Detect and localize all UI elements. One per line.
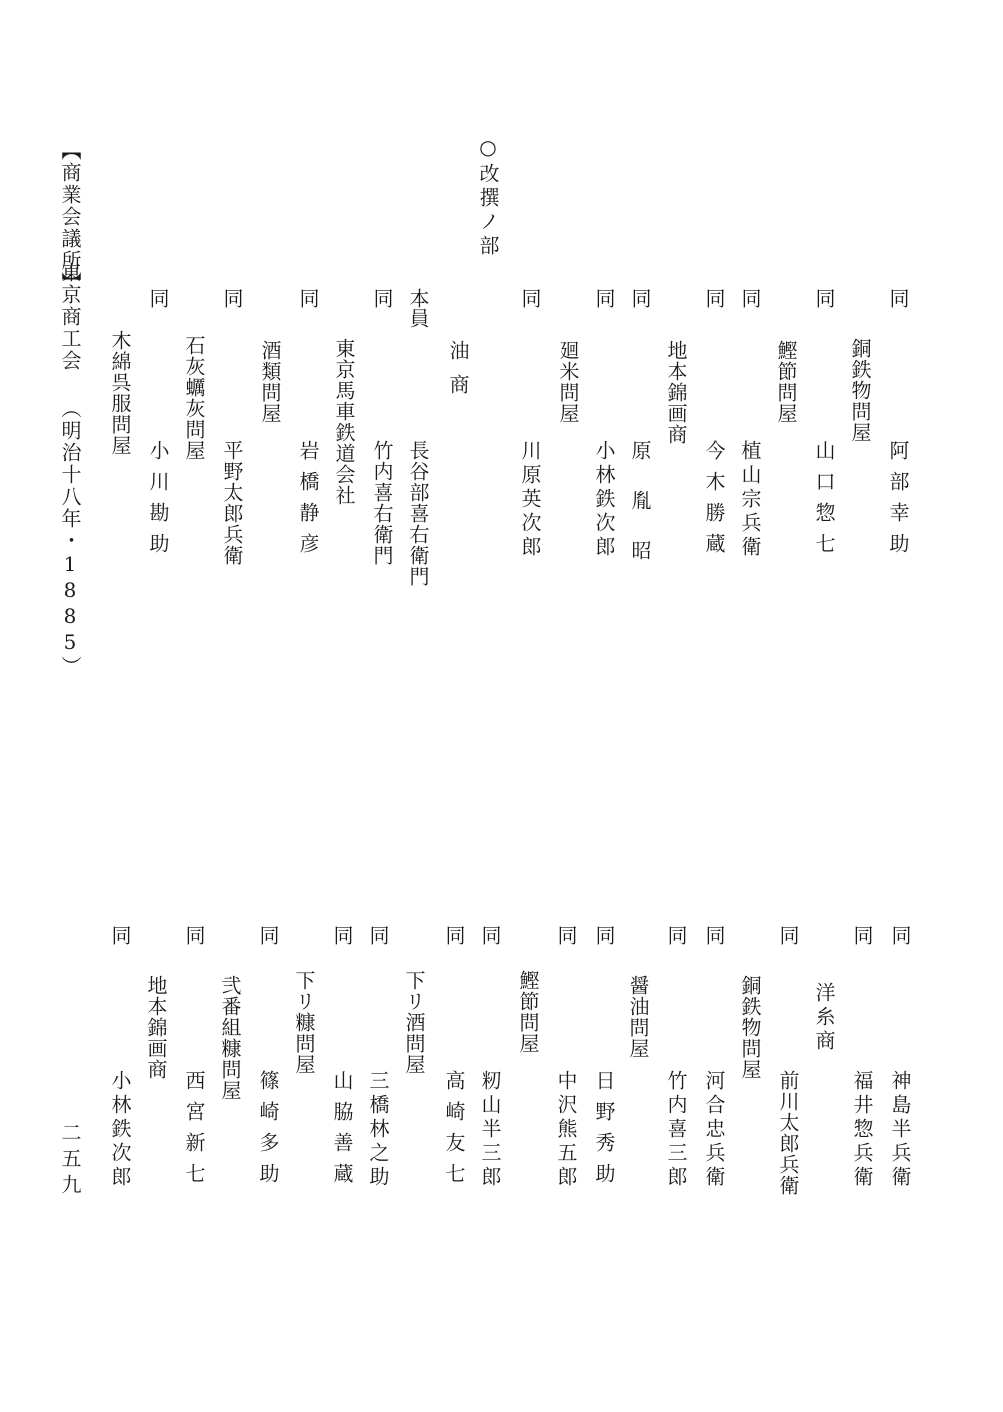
kana-ditto: 同 — [370, 288, 394, 308]
kana-ditto: 同 — [478, 925, 502, 945]
trade-label: 銅鉄物問屋 — [738, 975, 762, 1080]
trade-label: 下リ糠問屋 — [292, 970, 316, 1075]
member-name: 植山宗兵衛 — [738, 440, 762, 560]
kana-ditto: 同 — [220, 288, 244, 308]
kana-ditto: 同 — [628, 288, 652, 308]
kana-ditto: 同 — [518, 288, 542, 308]
kana-ditto: 同 — [256, 925, 280, 945]
section-title: ○改撰ノ部 — [476, 135, 500, 259]
member-name: 篠崎多助 — [256, 1070, 280, 1194]
member-name: 籾山半三郎 — [478, 1070, 502, 1190]
member-name: 小林鉄次郎 — [108, 1070, 132, 1190]
kana-ditto: 同 — [592, 288, 616, 308]
member-name: 竹内喜三郎 — [664, 1070, 688, 1190]
running-head: 【商業会議所】 — [58, 140, 82, 294]
kana-ditto: 同 — [664, 925, 688, 945]
kana-ditto: 同 — [738, 288, 762, 308]
trade-label: 醤油問屋 — [626, 975, 650, 1059]
member-name: 岩橋静彦 — [296, 440, 320, 564]
trade-label: 鰹節問屋 — [774, 340, 798, 424]
kana-ditto: 同 — [702, 288, 726, 308]
member-name: 川原英次郎 — [518, 440, 542, 560]
member-name: 山口惣七 — [812, 440, 836, 564]
trade-label: 鰹節問屋 — [516, 970, 540, 1054]
kana-ditto: 同 — [886, 288, 910, 308]
kana-ditto: 同 — [554, 925, 578, 945]
member-name: 小川勘助 — [146, 440, 170, 564]
member-name: 阿部幸助 — [886, 440, 910, 564]
member-name: 三橋林之助 — [366, 1070, 390, 1190]
kana-ditto: 同 — [296, 288, 320, 308]
member-name: 前川太郎兵衛 — [776, 1070, 800, 1196]
trade-label: 木綿呉服問屋 — [108, 330, 132, 456]
kana-ditto: 同 — [812, 288, 836, 308]
member-name: 今木勝蔵 — [702, 440, 726, 564]
member-name: 長谷部喜右衛門 — [406, 440, 430, 587]
kana-ditto: 同 — [366, 925, 390, 945]
member-name: 西宮新七 — [182, 1070, 206, 1194]
member-name: 高崎友七 — [442, 1070, 466, 1194]
kana-ditto: 同 — [702, 925, 726, 945]
member-name: 神島半兵衛 — [888, 1070, 912, 1190]
kana-ditto: 同 — [330, 925, 354, 945]
trade-label: 地本錦画商 — [144, 975, 168, 1080]
trade-label: 地本錦画商 — [664, 340, 688, 445]
kana-ditto: 同 — [146, 288, 170, 308]
member-name: 平野太郎兵衛 — [220, 440, 244, 566]
trade-label: 銅鉄物問屋 — [848, 338, 872, 443]
trade-label: 下リ酒問屋 — [402, 970, 426, 1075]
member-name: 中沢熊五郎 — [554, 1070, 578, 1190]
member-name: 河合忠兵衛 — [702, 1070, 726, 1190]
trade-label: 東京馬車鉄道会社 — [332, 338, 356, 506]
kana-ditto: 同 — [776, 925, 800, 945]
member-name: 小林鉄次郎 — [592, 440, 616, 560]
trade-label: 油商 — [446, 340, 470, 408]
member-name: 竹内喜右衛門 — [370, 440, 394, 566]
trade-label: 弐番組糠問屋 — [218, 975, 242, 1101]
trade-label: 酒類問屋 — [258, 340, 282, 424]
page-number: 二五九 — [58, 1122, 82, 1200]
trade-label: 洋糸商 — [812, 982, 836, 1054]
kana-ditto: 同 — [108, 925, 132, 945]
kana-ditto: 同 — [888, 925, 912, 945]
member-role: 本員 — [406, 288, 430, 328]
trade-label: 石灰蠣灰問屋 — [182, 335, 206, 461]
trade-label: 廻米問屋 — [556, 340, 580, 424]
kana-ditto: 同 — [592, 925, 616, 945]
member-name: 福井惣兵衛 — [850, 1070, 874, 1190]
source-citation: 東京商工会 （明治十八年・1885） — [58, 262, 82, 678]
member-name: 原胤昭 — [628, 440, 652, 590]
member-name: 山脇善蔵 — [330, 1070, 354, 1194]
kana-ditto: 同 — [182, 925, 206, 945]
member-name: 日野秀助 — [592, 1070, 616, 1194]
kana-ditto: 同 — [442, 925, 466, 945]
kana-ditto: 同 — [850, 925, 874, 945]
